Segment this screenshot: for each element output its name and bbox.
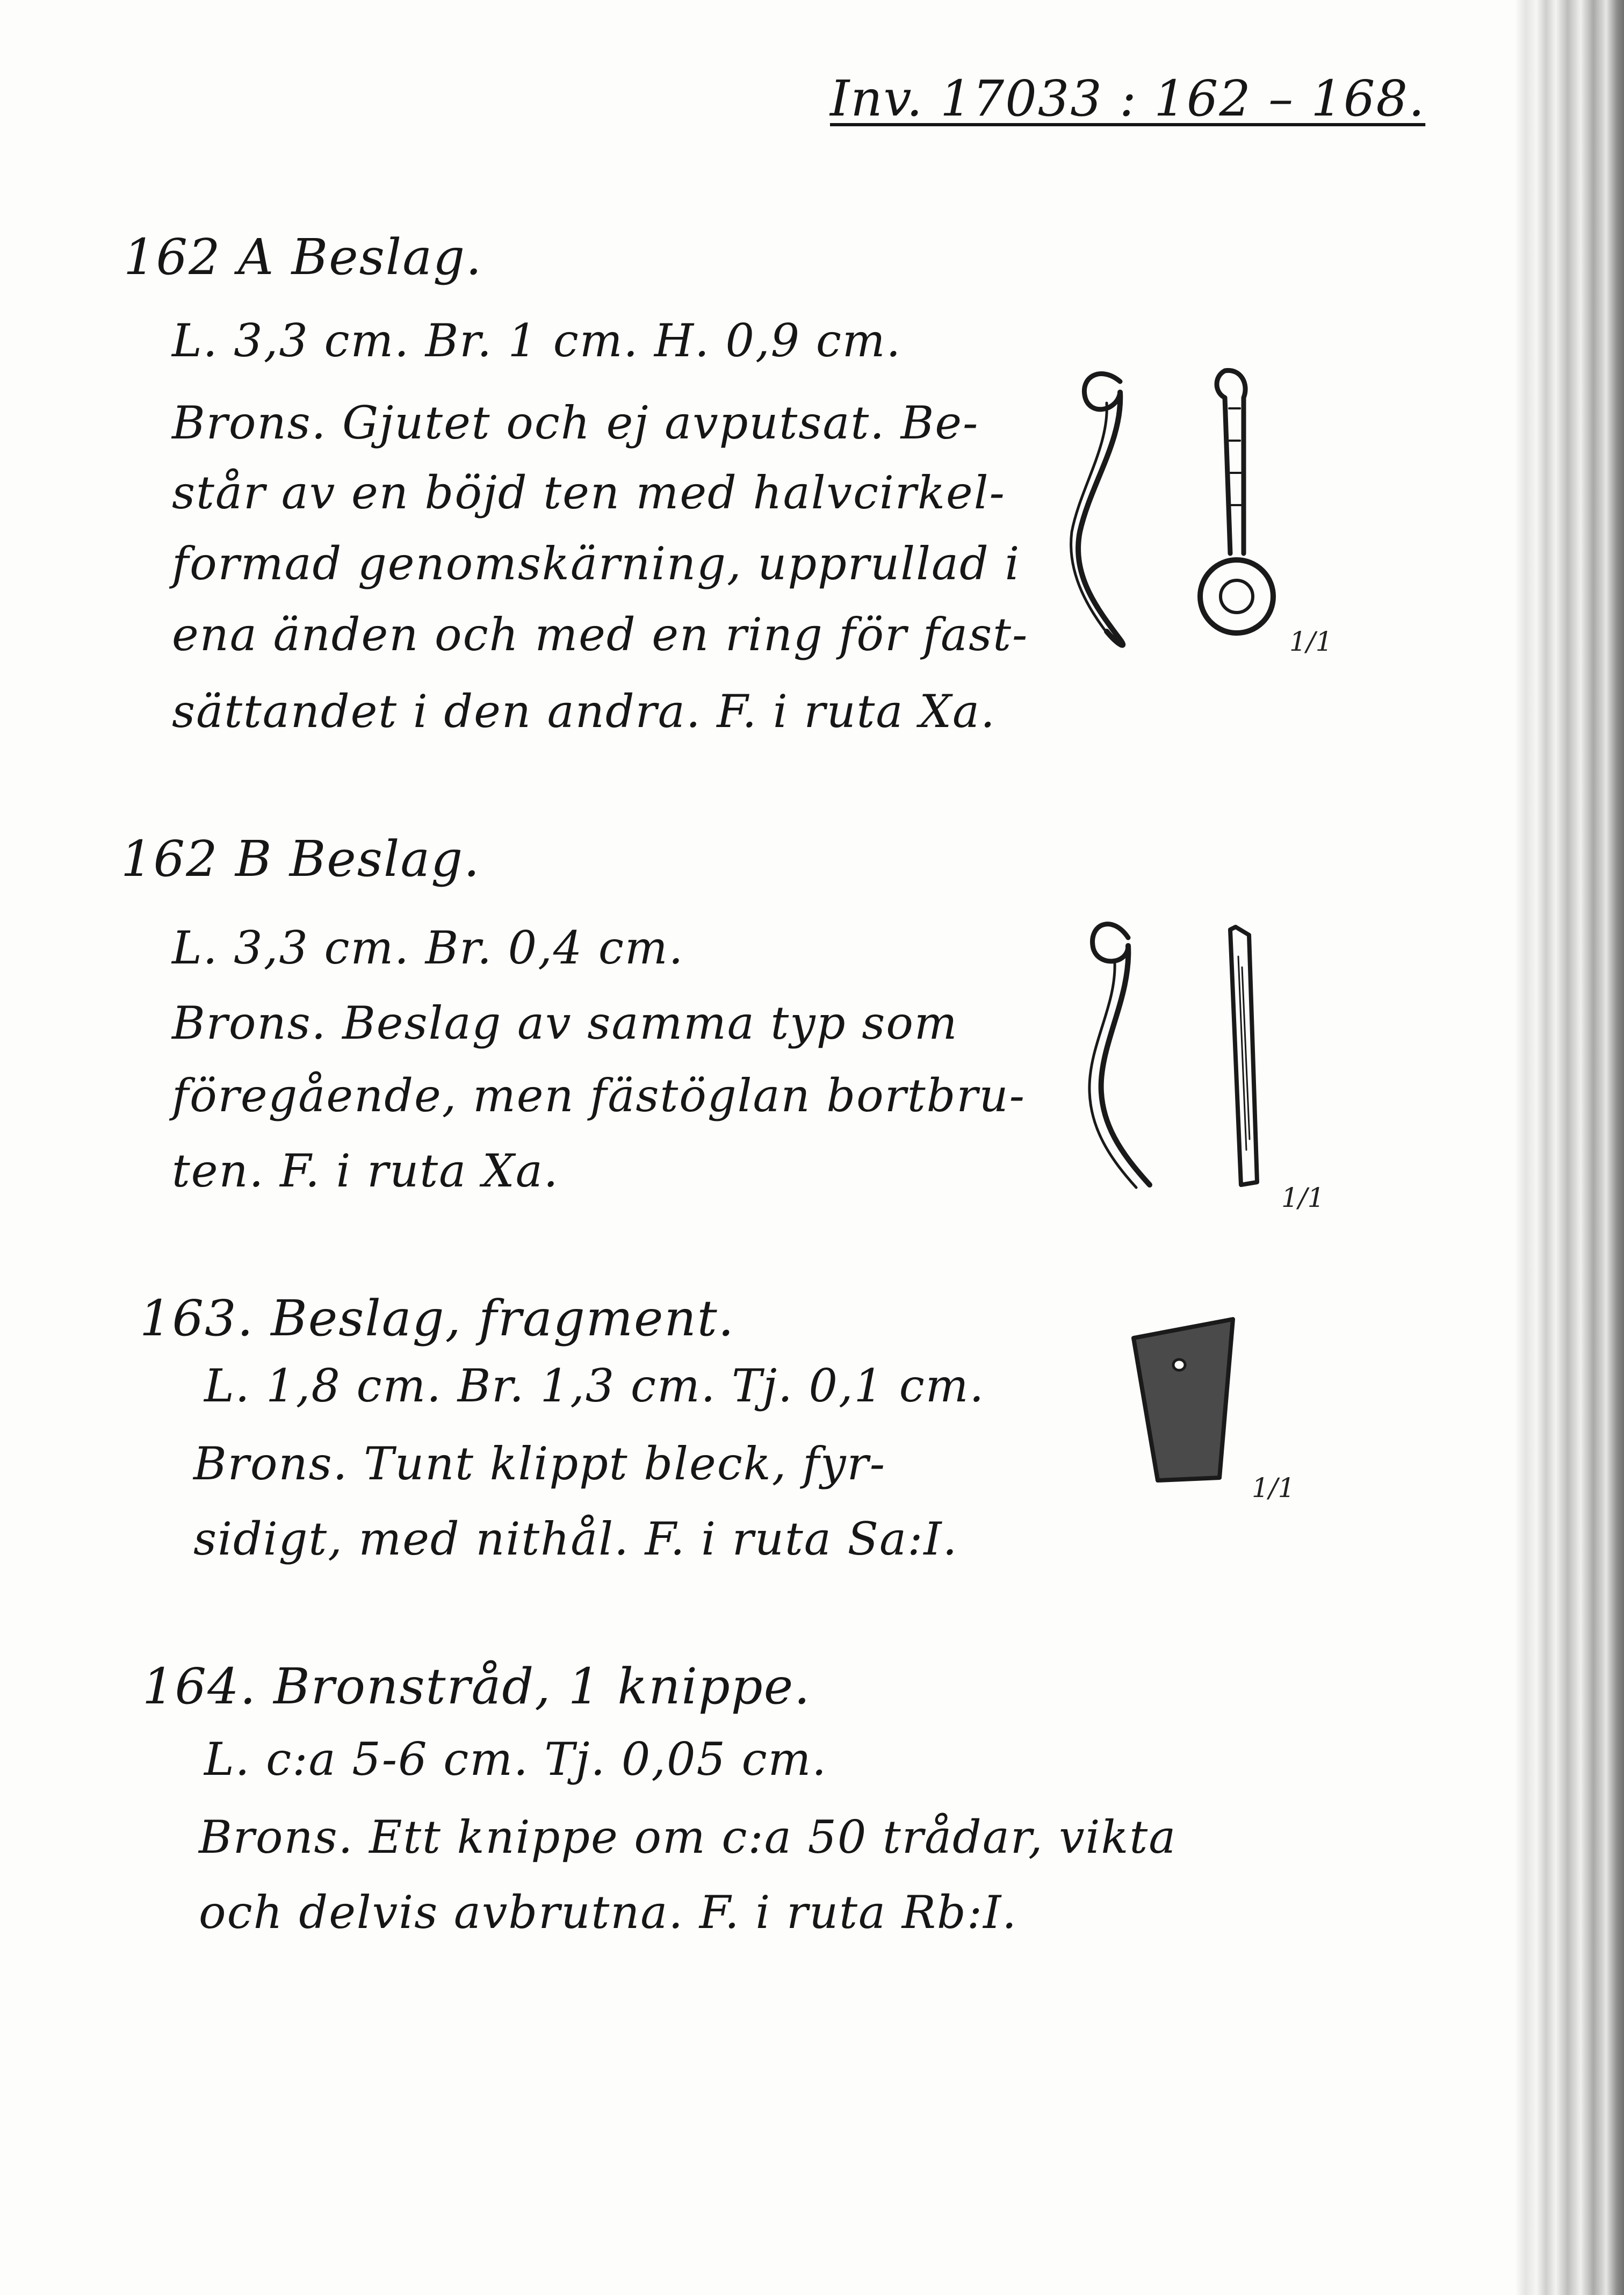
entry-162a-line-3: står av en böjd ten med halvcirkel- bbox=[172, 466, 1006, 519]
entry-163-scale: 1/1 bbox=[1252, 1472, 1295, 1503]
entry-162b-line-2: Brons. Beslag av samma typ som bbox=[172, 997, 958, 1049]
entry-163-heading: 163. Beslag, fragment. bbox=[140, 1290, 735, 1347]
entry-162b-scale: 1/1 bbox=[1281, 1182, 1325, 1213]
entry-162a-line-4: formad genomskärning, upprullad i bbox=[172, 537, 1021, 590]
entry-162b-line-4: ten. F. i ruta Xa. bbox=[172, 1145, 559, 1197]
entry-163-line-2: Brons. Tunt klippt bleck, fyr- bbox=[193, 1437, 886, 1490]
mount-162b-drawing bbox=[1085, 913, 1300, 1193]
entry-162b-heading: 162 B Beslag. bbox=[121, 830, 481, 888]
page-binding-edge bbox=[1515, 0, 1624, 2295]
entry-162a-line-5: ena änden och med en ring för fast- bbox=[172, 608, 1029, 661]
inventory-number: Inv. 17033 : 162 – 168. bbox=[830, 70, 1426, 127]
entry-164-heading: 164. Bronstråd, 1 knippe. bbox=[142, 1658, 811, 1715]
mount-163-fragment-drawing bbox=[1128, 1314, 1246, 1486]
mount-162a-drawing bbox=[1069, 360, 1295, 661]
entry-162a-heading: 162 A Beslag. bbox=[124, 228, 483, 286]
entry-164-line-1: L. c:a 5-6 cm. Tj. 0,05 cm. bbox=[204, 1733, 827, 1786]
entry-162b-line-3: föregående, men fästöglan bortbru- bbox=[172, 1069, 1026, 1122]
entry-164-line-3: och delvis avbrutna. F. i ruta Rb:I. bbox=[199, 1886, 1017, 1939]
entry-163-line-1: L. 1,8 cm. Br. 1,3 cm. Tj. 0,1 cm. bbox=[204, 1359, 985, 1412]
entry-162a-line-1: L. 3,3 cm. Br. 1 cm. H. 0,9 cm. bbox=[172, 314, 902, 367]
entry-162a-line-6: sättandet i den andra. F. i ruta Xa. bbox=[172, 685, 996, 738]
entry-162b-line-1: L. 3,3 cm. Br. 0,4 cm. bbox=[172, 922, 684, 974]
entry-162a-line-2: Brons. Gjutet och ej avputsat. Be- bbox=[172, 397, 979, 449]
entry-164-line-2: Brons. Ett knippe om c:a 50 trådar, vikta bbox=[199, 1811, 1177, 1864]
entry-162a-scale: 1/1 bbox=[1289, 626, 1333, 657]
entry-163-line-3: sidigt, med nithål. F. i ruta Sa:I. bbox=[193, 1513, 958, 1565]
